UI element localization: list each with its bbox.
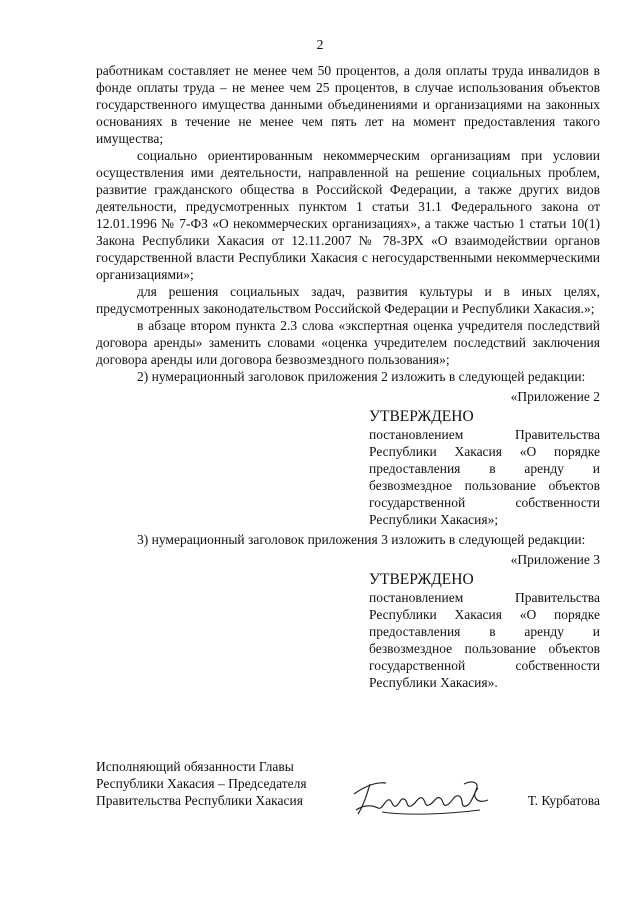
document-body bbox=[96, 62, 600, 691]
appendix-3-approval-text: постановлением Правительства Республики Хакасия «О порядке предоставления в аренду и безвозмездное пользование объектов государственной собственности Республики Хакасия». bbox=[369, 590, 600, 690]
paragraph-item-3: 3) нумерационный заголовок приложения 3 изложить в следующей редакции: bbox=[137, 532, 586, 547]
paragraph-continuation: работникам составляет не менее чем 50 процентов, а доля оплаты труда инвалидов в фонде оплаты труда – не менее чем 25 процентов, в случае использования объектов государственного имущества данными объединениями и организациями на законных основаниях в течение не менее чем пять лет на момент предоставления такого имущества; bbox=[96, 63, 600, 146]
signatory-position bbox=[96, 758, 336, 809]
page-number: 2 bbox=[316, 38, 324, 53]
appendix-2-approval-text: постановлением Правительства Республики Хакасия «О порядке предоставления в аренду и безвозмездное пользование объектов государственной собственности Республики Хакасия»; bbox=[369, 427, 600, 527]
signatory-position-line: Правительства Республики Хакасия bbox=[96, 793, 303, 808]
appendix-3-label: «Приложение 3 bbox=[510, 552, 600, 567]
appendix-2-approved-heading: УТВЕРЖДЕНО bbox=[369, 408, 474, 425]
signature-block bbox=[96, 758, 600, 818]
appendix-3-approved-heading: УТВЕРЖДЕНО bbox=[369, 571, 474, 588]
appendix-3-approval-stamp bbox=[369, 571, 600, 691]
signatory-name: Т. Курбатова bbox=[527, 793, 600, 808]
paragraph-nko: социально ориентированным некоммерческим организациям при условии осуществления ими деятельности, направленной на решение социальных проблем, развитие гражданского общества в Российской Федерации, а также других видов деятельности, предусмотренных пунктом 1 статьи 31.1 Федерального закона от 12.01.1996 № 7-ФЗ «О некоммерческих организациях», а также частью 1 статьи 10(1) Закона Республики Хакасия от 12.11.2007 № 78-ЗРХ «О взаимодействии органов государственной власти Республики Хакасия с негосударственными некоммерческими организациями»; bbox=[96, 148, 600, 282]
signatory-position-line: Республики Хакасия – Председателя bbox=[96, 776, 307, 791]
appendix-2-label: «Приложение 2 bbox=[510, 389, 600, 404]
appendix-2-approval-stamp bbox=[369, 408, 600, 528]
paragraph-item-2: 2) нумерационный заголовок приложения 2 изложить в следующей редакции: bbox=[137, 369, 586, 384]
paragraph-amendment-2-3: в абзаце втором пункта 2.3 слова «экспертная оценка учредителя последствий договора аренды» заменить словами «оценка учредителем последствий заключения договора аренды или договора безвозмездного пользования»; bbox=[96, 318, 600, 367]
signatory-position-line: Исполняющий обязанности Главы bbox=[96, 759, 294, 774]
handwritten-signature bbox=[348, 774, 498, 822]
paragraph-social-tasks: для решения социальных задач, развития культуры и в иных целях, предусмотренных законодательством Российской Федерации и Республики Хакасия.»; bbox=[96, 284, 600, 316]
